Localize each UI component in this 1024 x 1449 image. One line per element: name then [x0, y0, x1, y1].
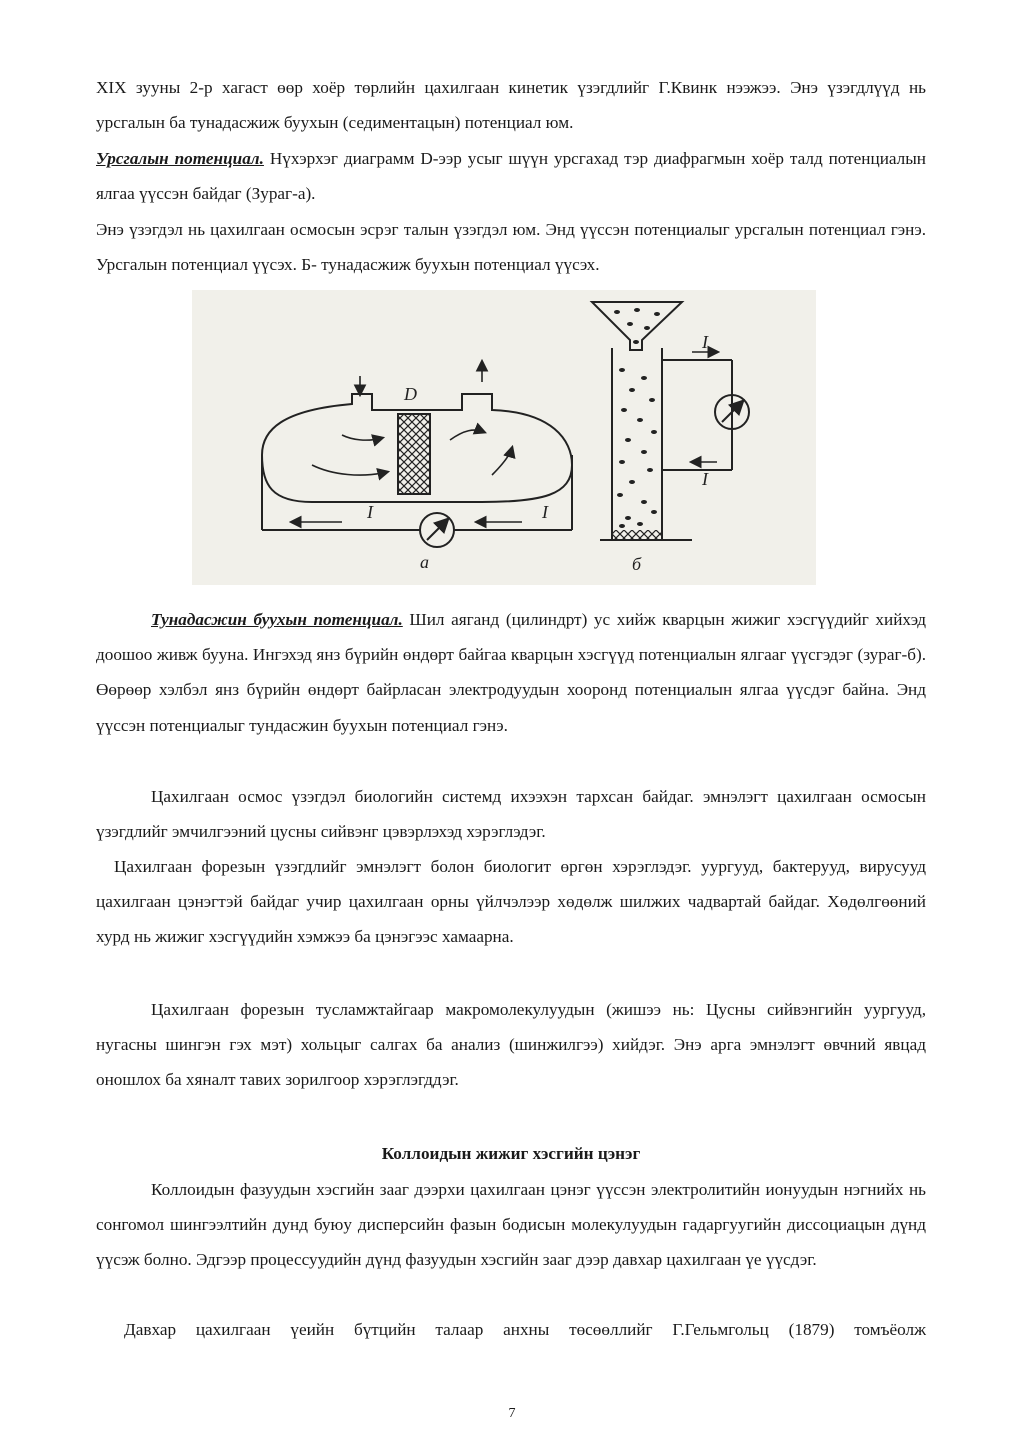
quartz-particles	[614, 308, 660, 528]
paragraph-colloid-charge: Коллоидын фазуудын хэсгийн зааг дээрхи цахилгаан цэнэг үүссэн электролитийн ионуудын нэгнийх нь сонгомол шингээлтийн дунд буюу дисперсийн фазын бодисын молекулуудын гадаргуугийн диссоциацын дүнд үүсэж болно. Эдгээр процессуудийн дүнд фазуудын хэсгийн зааг дээр давхар цахилгаан үе үүсдэг.	[96, 1180, 926, 1270]
cylinder-base	[612, 530, 662, 540]
sedimentation-potential-text: Шил аяганд (цилиндрт) ус хийж кварцын жижиг хэсгүүдийг хийхэд доошоо живж бууна. Ингэхэд янз бүрийн өндөрт байгаа кварцын хэсгүүд потенциалын ялгааг үүсгэдэг (зураг-б). Өөрөөр хэлбэл янз бүрийн өндөрт байрласан электродуудын хооронд потенциалын ялгаа үүсдэг байна. Энд үүссэн потенциалыг тундасжин буухын потенциал гэнэ.	[96, 610, 926, 735]
current-arrows-b	[692, 352, 717, 462]
cylinder-b	[592, 302, 749, 540]
heading-sedimentation-potential: Тунадасжин буухын потенциал.	[151, 610, 403, 629]
paragraph-quincke: XIX зууны 2-р хагаст өөр хоёр төрлийн цахилгаан кинетик үзэгдлийг Г.Квинк нээжээ. Энэ үзэгдлүүд нь урсгалын ба тунадасжиж буухын (седиментацын) потенциал юм.	[96, 78, 926, 133]
page-number: 7	[508, 1406, 516, 1421]
streaming-potential-text: Нүхэрхэг диаграмм D-ээр усыг шүүн урсгахад тэр диафрагмын хоёр талд потенциалын ялгаа үүссэн байдаг (Зураг-а).	[96, 149, 927, 204]
label-i-right: I	[542, 502, 548, 522]
section-title-colloid-charge: Коллоидын жижиг хэсгийн цэнэг	[381, 1144, 641, 1163]
heading-streaming-potential: Урсгалын потенциал.	[96, 149, 264, 168]
paragraph-electroosmosis-inverse: Энэ үзэгдэл нь цахилгаан осмосын эсрэг талын үзэгдэл юм. Энд үүссэн потенциалыг урсгалын потенциал гэнэ. Урсгалын потенциал үүсэх. Б- тунадасжиж буухын потенциал үүсэх.	[96, 220, 926, 275]
paragraph-electrophoresis-medicine: Цахилгаан форезын тусламжтайгаар макромолекулуудын (жишээ нь: Цусны сийвэнгийн уургууд, нугасны шингэн гэх мэт) хольцыг салгах ба анализ (шинжилгээ) хийдэг. Энэ арга эмнэлэгт өвчний явцад оношлох ба хяналт тавих зорилгоор хэрэглэгддэг.	[96, 1000, 926, 1090]
label-i-bottom: I	[702, 469, 708, 489]
paragraph-electroosmosis-biology: Цахилгаан осмос үзэгдэл биологийн системд ихээхэн тархсан байдаг. эмнэлэгт цахилгаан осмосын үзэгдлийг эмчилгээний цусны сийвэнг цэвэрлэхэд хэрэглэдэг.	[96, 787, 926, 842]
label-i-left: I	[367, 502, 373, 522]
figure-drawing	[192, 290, 816, 585]
label-d: D	[404, 384, 417, 404]
paragraph-electrophoresis: Цахилгаан форезын үзэгдлийг эмнэлэгт болон биологит өргөн хэрэглэдэг. уургууд, бактерууд, вирусууд цахилгаан цэнэгтэй байдаг учир цахилгаан орны үйлчэлээр хөдөлж шилжих чадвартай байдаг. Хөдөлгөөний хурд нь жижиг хэсгүүдийн хэмжээ ба цэнэгээс хамаарна.	[96, 857, 926, 947]
diaphragm-d	[398, 414, 430, 494]
paragraph-sedimentation-potential	[96, 602, 926, 743]
label-a: а	[420, 552, 429, 572]
label-i-top: I	[702, 332, 708, 352]
paragraph-double-layer: Давхар цахилгаан үеийн бүтцийн талаар анхны төсөөллийг Г.Гельмгольц (1879) томъёолж	[124, 1320, 926, 1339]
paragraph-streaming-potential	[96, 141, 926, 211]
label-b: б	[632, 554, 642, 574]
figure-streaming-and-sedimentation	[192, 290, 816, 585]
